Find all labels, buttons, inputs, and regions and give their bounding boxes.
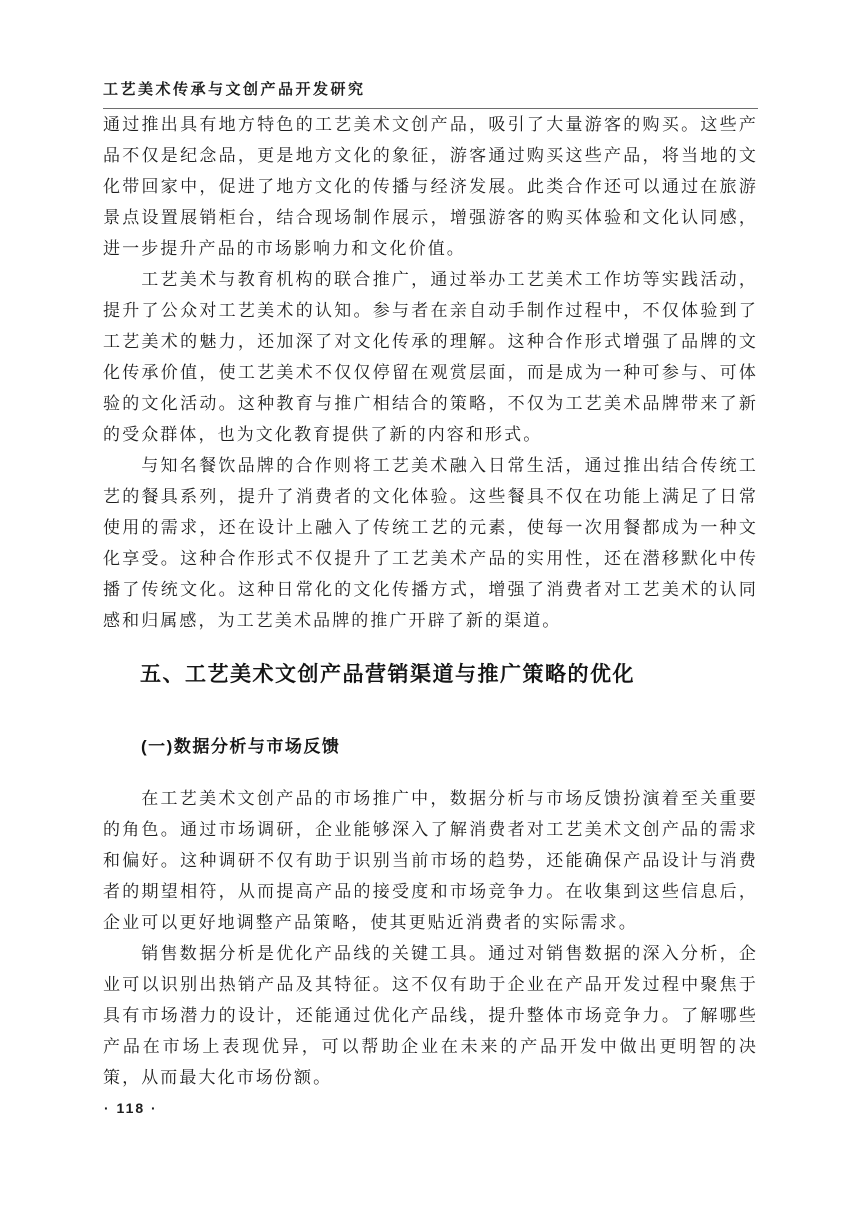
page-number: · 118 · (104, 1100, 158, 1116)
paragraph: 销售数据分析是优化产品线的关键工具。通过对销售数据的深入分析，企业可以识别出热销产品及其特征。这不仅有助于企业在产品开发过程中聚焦于具有市场潜力的设计，还能通过优化产品线，提升整体市场竞争力。了解哪些产品在市场上表现优异，可以帮助企业在未来的产品开发中做出更明智的决策，从而最大化市场份额。 (103, 944, 758, 1087)
running-header-title: 工艺美术传承与文创产品开发研究 (103, 81, 366, 98)
paragraph: 在工艺美术文创产品的市场推广中，数据分析与市场反馈扮演着至关重要的角色。通过市场调研，企业能够深入了解消费者对工艺美术文创产品的需求和偏好。这种调研不仅有助于识别当前市场的趋势，还能确保产品设计与消费者的期望相符，从而提高产品的接受度和市场竞争力。在收集到这些信息后，企业可以更好地调整产品策略，使其更贴近消费者的实际需求。 (103, 789, 758, 932)
paragraph: 工艺美术与教育机构的联合推广，通过举办工艺美术工作坊等实践活动，提升了公众对工艺美术的认知。参与者在亲自动手制作过程中，不仅体验到了工艺美术的魅力，还加深了对文化传承的理解。这种合作形式增强了品牌的文化传承价值，使工艺美术不仅仅停留在观赏层面，而是成为一种可参与、可体验的文化活动。这种教育与推广相结合的策略，不仅为工艺美术品牌带来了新的受众群体，也为文化教育提供了新的内容和形式。 (103, 270, 758, 444)
paragraph: 与知名餐饮品牌的合作则将工艺美术融入日常生活，通过推出结合传统工艺的餐具系列，提升了消费者的文化体验。这些餐具不仅在功能上满足了日常使用的需求，还在设计上融入了传统工艺的元素，使每一次用餐都成为一种文化享受。这种合作形式不仅提升了工艺美术产品的实用性，还在潜移默化中传播了传统文化。这种日常化的文化传播方式，增强了消费者对工艺美术的认同感和归属感，为工艺美术品牌的推广开辟了新的渠道。 (103, 456, 758, 630)
page-body (103, 109, 758, 1093)
running-header (103, 78, 758, 109)
subsection-heading: (一)数据分析与市场反馈 (141, 737, 341, 756)
section-heading: 五、工艺美术文创产品营销渠道与推广策略的优化 (140, 663, 635, 686)
paragraph-continuation: 通过推出具有地方特色的工艺美术文创产品，吸引了大量游客的购买。这些产品不仅是纪念品，更是地方文化的象征，游客通过购买这些产品，将当地的文化带回家中，促进了地方文化的传播与经济发展。此类合作还可以通过在旅游景点设置展销柜台，结合现场制作展示，增强游客的购买体验和文化认同感，进一步提升产品的市场影响力和文化价值。 (103, 115, 758, 258)
